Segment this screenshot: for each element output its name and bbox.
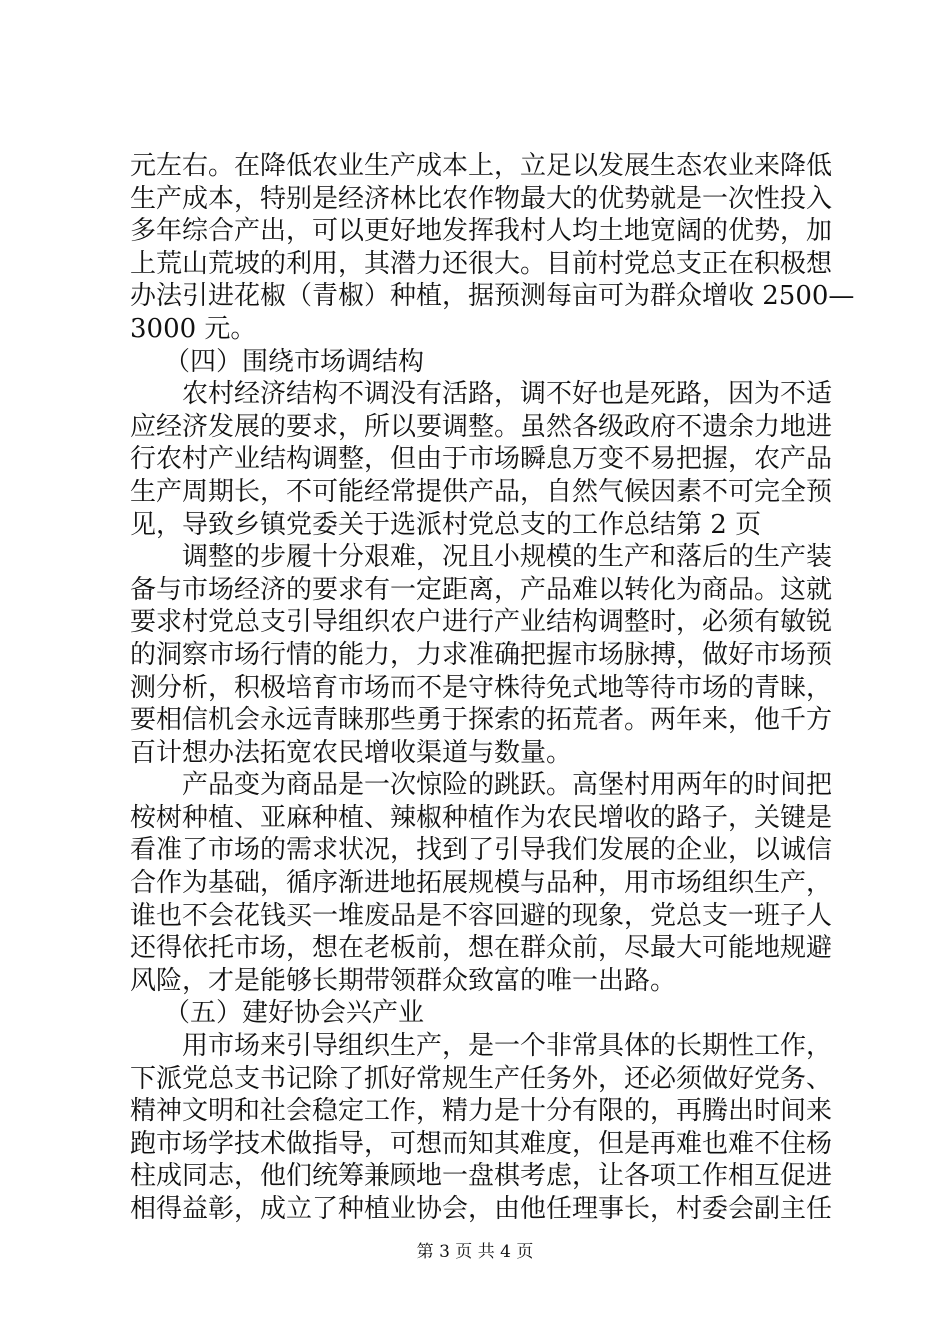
text-line: 要相信机会永远青睐那些勇于探索的拓荒者。两年来，他千方 xyxy=(130,705,833,736)
text-line: 桉树种植、亚麻种植、辣椒种植作为农民增收的路子，关键是 xyxy=(130,802,833,833)
text-line: 行农村产业结构调整，但由于市场瞬息万变不易把握，农产品 xyxy=(130,444,833,475)
document-body xyxy=(130,150,855,1226)
text-line: 见，导致乡镇党委关于选派村党总支的工作总结第 2 页 xyxy=(130,509,762,540)
text-line: 元左右。在降低农业生产成本上，立足以发展生态农业来降低 xyxy=(130,151,833,181)
paragraph-first-line: 农村经济结构不调没有活路，调不好也是死路，因为不适 xyxy=(182,379,833,410)
text-line: 看准了市场的需求状况，找到了引导我们发展的企业，以诚信 xyxy=(130,835,833,866)
text-line: 办法引进花椒（青椒）种植，据预测每亩可为群众增收 2500— xyxy=(130,281,855,312)
text-line: 精神文明和社会稳定工作，精力是十分有限的，再腾出时间来 xyxy=(130,1096,833,1127)
text-line: 柱成同志，他们统筹兼顾地一盘棋考虑，让各项工作相互促进 xyxy=(130,1161,833,1192)
text-line: 相得益彰，成立了种植业协会，由他任理事长，村委会副主任 xyxy=(130,1194,833,1224)
text-line: 合作为基础，循序渐进地拓展规模与品种，用市场组织生产， xyxy=(130,868,833,899)
section-heading-5: （五）建好协会兴产业 xyxy=(164,998,425,1029)
text-line: 备与市场经济的要求有一定距离，产品难以转化为商品。这就 xyxy=(130,574,833,605)
section-heading-4: （四）围绕市场调结构 xyxy=(164,346,425,377)
text-line: 要求村党总支引导组织农户进行产业结构调整时，必须有敏锐 xyxy=(130,607,833,638)
text-line: 测分析，积极培育市场而不是守株待免式地等待市场的青睐， xyxy=(130,672,833,703)
text-line: 上荒山荒坡的利用，其潜力还很大。目前村党总支正在积极想 xyxy=(130,248,833,279)
text-line: 还得依托市场，想在老板前，想在群众前，尽最大可能地规避 xyxy=(130,933,833,964)
text-line: 下派党总支书记除了抓好常规生产任务外，还必须做好党务、 xyxy=(130,1063,833,1094)
text-line: 谁也不会花钱买一堆废品是不容回避的现象，党总支一班子人 xyxy=(130,900,833,931)
text-line: 风险，才是能够长期带领群众致富的唯一出路。 xyxy=(130,965,677,996)
page-footer: 第 3 页 共 4 页 xyxy=(416,1242,534,1262)
text-line: 多年综合产出，可以更好地发挥我村人均土地宽阔的优势，加 xyxy=(130,216,833,247)
text-line: 的洞察市场行情的能力，力求准确把握市场脉搏，做好市场预 xyxy=(130,639,833,670)
paragraph-first-line: 用市场来引导组织生产，是一个非常具体的长期性工作， xyxy=(182,1031,833,1062)
text-line: 3000 元。 xyxy=(130,313,257,344)
text-line: 生产周期长，不可能经常提供产品，自然气候因素不可完全预 xyxy=(130,476,833,507)
text-line: 百计想办法拓宽农民增收渠道与数量。 xyxy=(130,737,573,768)
paragraph-first-line: 产品变为商品是一次惊险的跳跃。高堡村用两年的时间把 xyxy=(182,770,833,801)
text-line: 应经济发展的要求，所以要调整。虽然各级政府不遗余力地进 xyxy=(130,411,833,442)
text-line: 生产成本，特别是经济林比农作物最大的优势就是一次性投入 xyxy=(130,183,833,214)
text-line: 跑市场学技术做指导，可想而知其难度，但是再难也难不住杨 xyxy=(130,1128,833,1159)
paragraph-first-line: 调整的步履十分艰难，况且小规模的生产和落后的生产装 xyxy=(182,542,833,573)
